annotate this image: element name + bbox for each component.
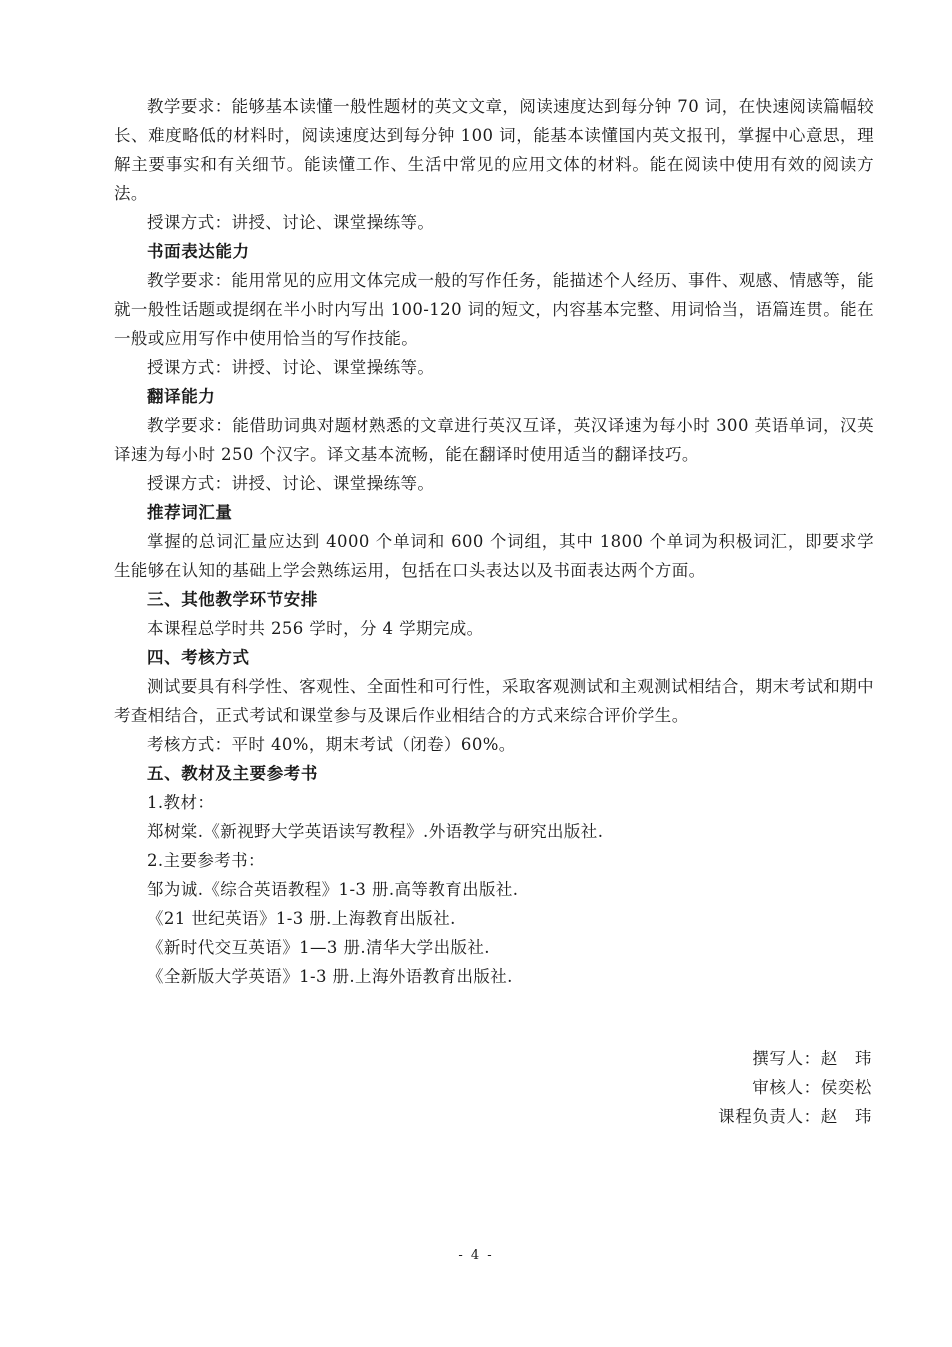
owner-signature: 课程负责人：赵 玮: [718, 1107, 872, 1126]
section4-text: 测试要具有科学性、客观性、全面性和可行性，采取客观测试和主观测试相结合，期末考试和期中考查相结合，正式考试和课堂参与及课后作业相结合的方式来综合评价学生。: [114, 677, 874, 725]
writing-requirement: 教学要求：能用常见的应用文体完成一般的写作任务，能描述个人经历、事件、观感、情感等，能就一般性话题或提纲在半小时内写出 100-120 词的短文，内容基本完整、用词恰当，语篇连贯。能在一般或应用写作中使用恰当的写作技能。: [114, 271, 874, 348]
section4-method: 考核方式：平时 40%，期末考试（闭卷）60%。: [147, 735, 516, 754]
page-number: - 4 -: [458, 1248, 494, 1263]
translation-heading: 翻译能力: [147, 387, 216, 406]
reading-method: 授课方式：讲授、讨论、课堂操练等。: [147, 213, 435, 232]
reading-requirement: 教学要求：能够基本读懂一般性题材的英文文章，阅读速度达到每分钟 70 词，在快速阅读篇幅较长、难度略低的材料时，阅读速度达到每分钟 100 词，能基本读懂国内英文报刊，掌握中心意思，理解主要事实和有关细节。能读懂工作、生活中常见的应用文体的材料。能在阅读中使用有效的阅读方法。: [114, 97, 874, 203]
section3-heading: 三、其他教学环节安排: [147, 590, 318, 609]
textbook-item: 郑树棠.《新视野大学英语读写教程》.外语教学与研究出版社.: [147, 822, 604, 841]
translation-requirement: 教学要求：能借助词典对题材熟悉的文章进行英汉互译，英汉译速为每小时 300 英语单词，汉英译速为每小时 250 个汉字。译文基本流畅，能在翻译时使用适当的翻译技巧。: [114, 416, 874, 464]
reference-item: 《全新版大学英语》1-3 册.上海外语教育出版社.: [147, 967, 513, 986]
document-body: [114, 92, 874, 991]
textbook-label: 1.教材：: [147, 793, 215, 812]
reference-item: 《新时代交互英语》1—3 册.清华大学出版社.: [147, 938, 490, 957]
writing-heading: 书面表达能力: [147, 242, 250, 261]
reviewer-signature: 审核人：侯奕松: [752, 1078, 872, 1097]
section5-heading: 五、教材及主要参考书: [147, 764, 318, 783]
writer-signature: 撰写人：赵 玮: [752, 1049, 872, 1068]
vocabulary-heading: 推荐词汇量: [147, 503, 233, 522]
signature-block: [718, 1044, 872, 1131]
reference-item: 邹为诚.《综合英语教程》1-3 册.高等教育出版社.: [147, 880, 519, 899]
vocabulary-text: 掌握的总词汇量应达到 4000 个单词和 600 个词组，其中 1800 个单词为积极词汇，即要求学生能够在认知的基础上学会熟练运用，包括在口头表达以及书面表达两个方面。: [114, 532, 874, 580]
refs-label: 2.主要参考书：: [147, 851, 265, 870]
writing-method: 授课方式：讲授、讨论、课堂操练等。: [147, 358, 435, 377]
translation-method: 授课方式：讲授、讨论、课堂操练等。: [147, 474, 435, 493]
reference-item: 《21 世纪英语》1-3 册.上海教育出版社.: [147, 909, 456, 928]
section3-text: 本课程总学时共 256 学时，分 4 学期完成。: [147, 619, 484, 638]
section4-heading: 四、考核方式: [147, 648, 250, 667]
